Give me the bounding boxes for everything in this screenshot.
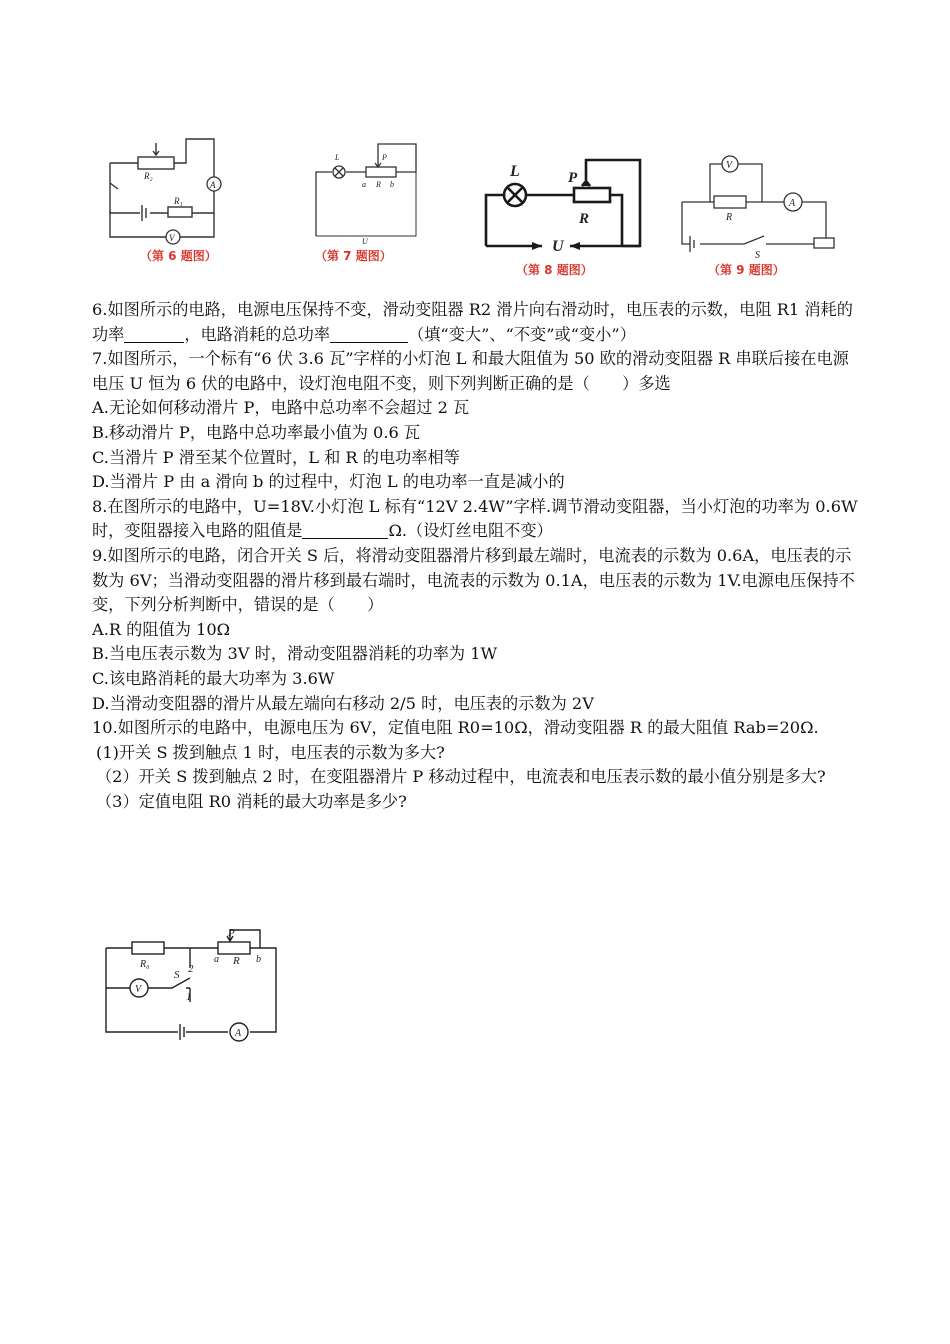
contact-2-label: 2 — [188, 963, 194, 975]
figure-q10-circuit — [100, 922, 285, 1037]
voltmeter-label: V — [135, 984, 142, 995]
resistor-label: R — [726, 212, 733, 223]
figure-6-caption: （第 6 题图） — [140, 249, 217, 263]
q9-option-b: B.当电压表示数为 3V 时，滑动变阻器消耗的功率为 1W — [92, 644, 498, 664]
switch-label: S — [755, 250, 760, 261]
voltage-label: U — [362, 237, 368, 246]
figure-9-caption: （第 9 题图） — [708, 263, 785, 277]
lamp-label: L — [335, 153, 340, 162]
q10-part-3: （3）定值电阻 R0 消耗的最大功率是多少? — [96, 791, 407, 811]
r1-label: R₁ — [174, 196, 183, 206]
q9-option-c: C.该电路消耗的最大功率为 3.6W — [92, 668, 335, 688]
question-7-stem: 7.如图所示，一个标有“6 伏 3.6 瓦”字样的小灯泡 L 和最大阻值为 50 欧的滑动变阻器 R 串联后接在电源电压 U 恒为 6 伏的电路中，设灯泡电阻不变，则下列判断正确的是（ ）多选 — [92, 349, 849, 393]
question-8: 8.在图所示的电路中，U=18V.小灯泡 L 标有“12V 2.4W”字样.调节滑动变阻器，当小灯泡的功率为 0.6W 时，变阻器接入电路的阻值是 Ω.（设灯丝电阻不变） — [92, 496, 858, 541]
voltage-label: U — [552, 238, 564, 255]
q10-part-2: （2）开关 S 拨到触点 2 时，在变阻器滑片 P 移动过程中，电流表和电压表示数的最小值分别是多大? — [96, 767, 826, 787]
answer-blank[interactable] — [124, 326, 184, 343]
rheostat-label: R — [579, 211, 590, 227]
circuit-diagram-7 — [308, 138, 433, 246]
figure-8-caption: （第 8 题图） — [516, 263, 593, 277]
voltmeter-label: V — [726, 160, 733, 171]
voltmeter-label: V — [169, 233, 175, 243]
circuit-diagram-6 — [106, 133, 236, 245]
question-10-stem: 10.如图所示的电路中，电源电压为 6V，定值电阻 R0=10Ω，滑动变阻器 R 的最大阻值 Rab=20Ω. — [92, 718, 819, 738]
switch-label: S — [174, 969, 180, 981]
end-a-label: a — [362, 180, 366, 189]
figure-q9-circuit — [678, 150, 838, 261]
ammeter-label: A — [210, 180, 216, 190]
q7-option-b: B.移动滑片 P，电路中总功率最小值为 0.6 瓦 — [92, 422, 421, 442]
figure-q8-circuit — [482, 150, 642, 255]
q9-option-a: A.R 的阻值为 10Ω — [92, 619, 231, 639]
ammeter-label: A — [789, 198, 796, 209]
answer-blank[interactable] — [330, 326, 408, 343]
q9-option-d: D.当滑动变阻器的滑片从最左端向右移动 2/5 时，电压表的示数为 2V — [92, 693, 594, 713]
question-text-block — [92, 298, 864, 814]
q7-option-a: A.无论如何移动滑片 P，电路中总功率不会超过 2 瓦 — [92, 398, 470, 418]
end-b-label: b — [390, 180, 394, 189]
rheostat-label: R — [233, 955, 240, 967]
question-6: 6.如图所示的电路，电源电压保持不变，滑动变阻器 R2 滑片向右滑动时，电压表的示数，电阻 R1 消耗的功率 ，电路消耗的总功率 （填“变大”、“不变”或“变小”） — [92, 300, 853, 344]
question-9-stem: 9.如图所示的电路，闭合开关 S 后，将滑动变阻器滑片移到最左端时，电流表的示数为 0.6A，电压表的示数为 6V；当滑动变阻器的滑片移到最右端时，电流表的示数为 0.1A，电压表的示数为 1V.电源电压保持不变，下列分析判断中，错误的是（ ） — [92, 545, 855, 615]
end-a-label: a — [214, 954, 219, 965]
q7-option-c: C.当滑片 P 滑至某个位置时，L 和 R 的电功率相等 — [92, 447, 460, 467]
contact-1-label: 1 — [186, 991, 192, 1003]
figure-7-caption: （第 7 题图） — [315, 249, 392, 263]
end-b-label: b — [256, 954, 261, 965]
circuit-diagram-10 — [100, 922, 285, 1037]
circuit-diagram-9 — [678, 150, 838, 261]
r2-label: R₂ — [144, 171, 153, 181]
ammeter-label: A — [235, 1028, 242, 1039]
q7-option-d: D.当滑片 P 由 a 滑向 b 的过程中，灯泡 L 的电功率一直是减小的 — [92, 472, 565, 492]
slider-label: P — [568, 170, 578, 186]
answer-blank[interactable] — [302, 522, 388, 539]
q10-part-1: (1)开关 S 拨到触点 1 时，电压表的示数为多大? — [96, 742, 445, 762]
slider-label: P — [228, 927, 235, 939]
rheostat-label: R — [376, 180, 381, 189]
figure-q7-circuit — [308, 138, 433, 246]
lamp-label: L — [510, 163, 520, 180]
slider-label: P — [382, 153, 387, 162]
circuit-diagram-8 — [482, 150, 642, 255]
figure-q6-circuit — [106, 133, 236, 245]
r0-label: R₀ — [140, 959, 150, 970]
